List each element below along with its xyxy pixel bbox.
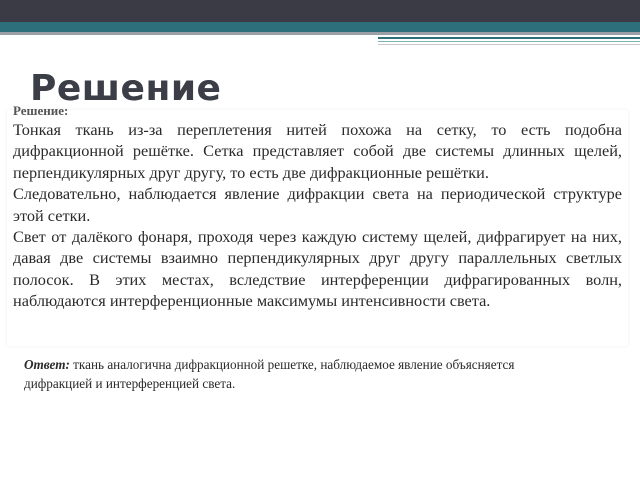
- solution-image: [7, 103, 628, 346]
- slide-accent-band: [0, 22, 640, 32]
- solution-paragraph: Свет от далёкого фонаря, проходя через каждую систему щелей, дифрагирует на них, давая две системы взаимно перпендикулярных друг другу параллельных светлых полосок. В этих местах, вследствие интерференции дифрагированных волн, наблюдаются интерференционные максимумы интенсивности света.: [13, 227, 622, 311]
- solution-heading: Решение:: [13, 103, 69, 118]
- solution-text: [13, 119, 622, 312]
- answer-label: Ответ:: [24, 357, 70, 372]
- slide-title: Решение: [30, 68, 222, 109]
- slide-top-band: [0, 0, 640, 22]
- decorative-line: [378, 37, 640, 39]
- answer-block: [24, 355, 584, 397]
- solution-paragraph: Тонкая ткань из-за переплетения нитей похожа на сетку, то есть подобна дифракционной решётке. Сетка представляет собой две системы длинных щелей, перпендикулярных друг другу, то есть две дифракционные решётки.: [13, 120, 622, 182]
- decorative-line: [378, 44, 640, 45]
- decorative-line: [378, 41, 640, 42]
- slide-divider-band: [0, 32, 640, 35]
- solution-paragraph: Следовательно, наблюдается явление дифракции света на периодической структуре этой сетки.: [13, 184, 622, 225]
- answer-text: ткань аналогична дифракционной решетке, наблюдаемое явление объясняется дифракцией и интерференцией света.: [24, 357, 515, 391]
